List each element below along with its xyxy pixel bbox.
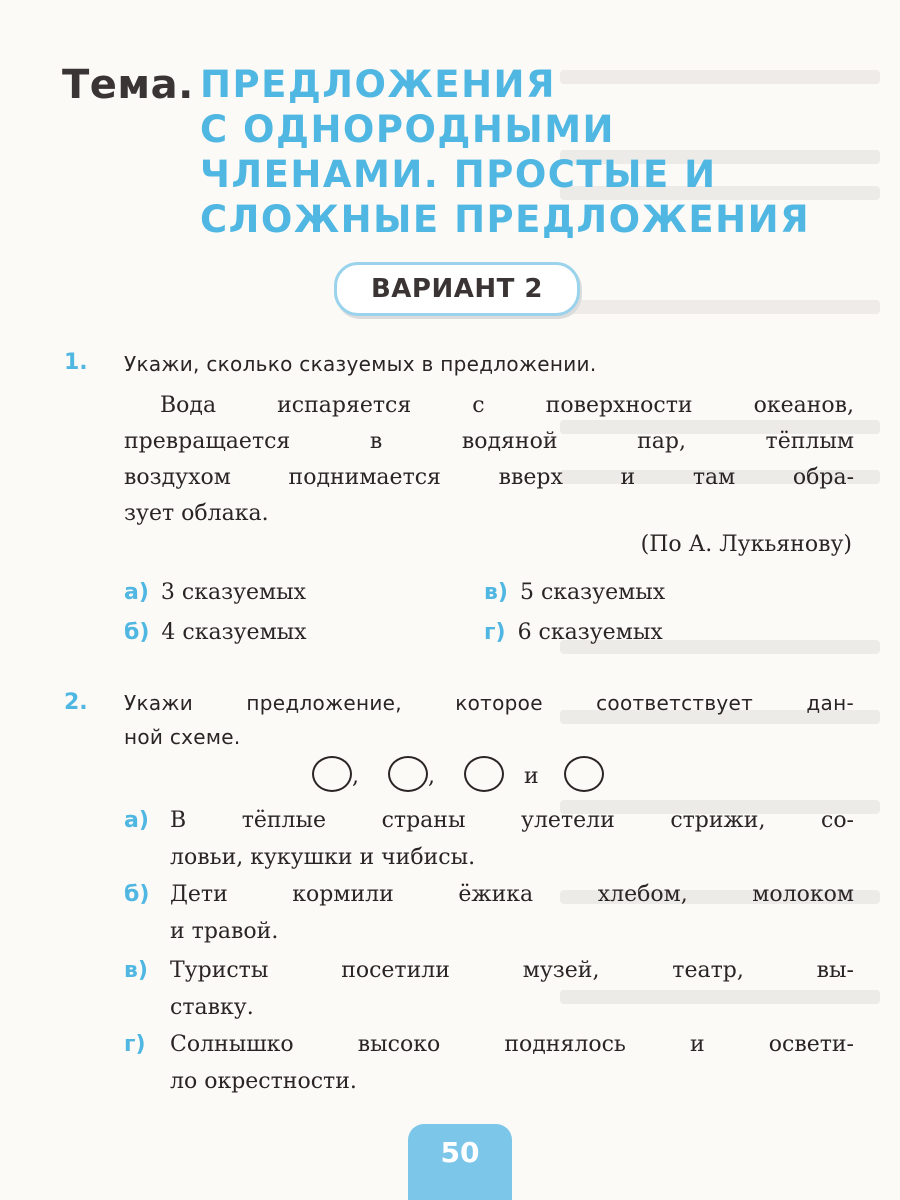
topic-label: Тема. [62, 62, 194, 108]
scheme-conjunction: и [524, 764, 539, 789]
q2-option-b[interactable] [124, 876, 854, 950]
scheme-comma: , [352, 764, 359, 789]
prompt-line: Укажи предложение, которое соответствует дан- [124, 691, 854, 715]
question-1-number: 1. [64, 350, 88, 375]
option-label: г) [124, 1032, 146, 1057]
option-label: б) [124, 882, 150, 907]
option-text: 3 сказуемых [160, 580, 307, 605]
sentence-scheme [308, 756, 618, 800]
option-text: Солнышко высоко поднялось и освети- [170, 1032, 854, 1057]
option-label: г) [484, 620, 506, 645]
scheme-circle [564, 756, 604, 792]
passage-author: (По А. Лукьянову) [640, 532, 852, 557]
page-number: 50 [408, 1124, 512, 1200]
prompt-line: ной схеме. [124, 725, 241, 749]
topic-title-line: СЛОЖНЫЕ ПРЕДЛОЖЕНИЯ [200, 198, 811, 241]
option-label: а) [124, 580, 149, 605]
topic-title-line: ПРЕДЛОЖЕНИЯ [200, 63, 556, 106]
passage-line: зует облака. [124, 501, 269, 526]
option-label: а) [124, 808, 149, 833]
q2-option-g[interactable] [124, 1026, 854, 1100]
q1-option-v[interactable] [484, 580, 665, 605]
option-text: ставку. [170, 995, 254, 1020]
q2-option-a[interactable] [124, 802, 854, 876]
passage-line: Вода испаряется с поверхности океанов, [160, 393, 854, 418]
question-1-prompt: Укажи, сколько сказуемых в предложении. [124, 352, 597, 376]
option-text: и травой. [170, 919, 279, 944]
q2-option-v[interactable] [124, 952, 854, 1026]
scheme-circle [312, 756, 352, 792]
option-label: в) [124, 958, 148, 983]
q1-option-a[interactable] [124, 580, 306, 605]
option-label: б) [124, 620, 150, 645]
option-text: 5 сказуемых [519, 580, 666, 605]
option-text: Туристы посетили музей, театр, вы- [170, 958, 854, 983]
q1-option-g[interactable] [484, 620, 663, 645]
topic-title [200, 62, 811, 242]
scheme-comma: , [428, 764, 435, 789]
passage-line: воздухом поднимается вверх и там обра- [124, 465, 854, 490]
option-text: Дети кормили ёжика хлебом, молоком [170, 882, 854, 907]
option-text: 6 сказуемых [517, 620, 663, 645]
scheme-circle [388, 756, 428, 792]
option-text: 4 сказуемых [161, 620, 307, 645]
option-text: ловьи, кукушки и чибисы. [170, 845, 476, 870]
option-text: В тёплые страны улетели стрижи, со- [170, 808, 854, 833]
question-2-number: 2. [64, 690, 88, 715]
option-text: ло окрестности. [170, 1069, 357, 1094]
scheme-circle [464, 756, 504, 792]
option-label: в) [484, 580, 508, 605]
passage-line: превращается в водяной пар, тёплым [124, 429, 854, 454]
variant-badge: ВАРИАНТ 2 [334, 262, 580, 316]
question-2-prompt [124, 686, 854, 754]
q1-option-b[interactable] [124, 620, 307, 645]
question-1-passage [124, 388, 854, 532]
topic-title-line: С ОДНОРОДНЫМИ [200, 108, 615, 151]
topic-title-line: ЧЛЕНАМИ. ПРОСТЫЕ И [200, 153, 717, 196]
